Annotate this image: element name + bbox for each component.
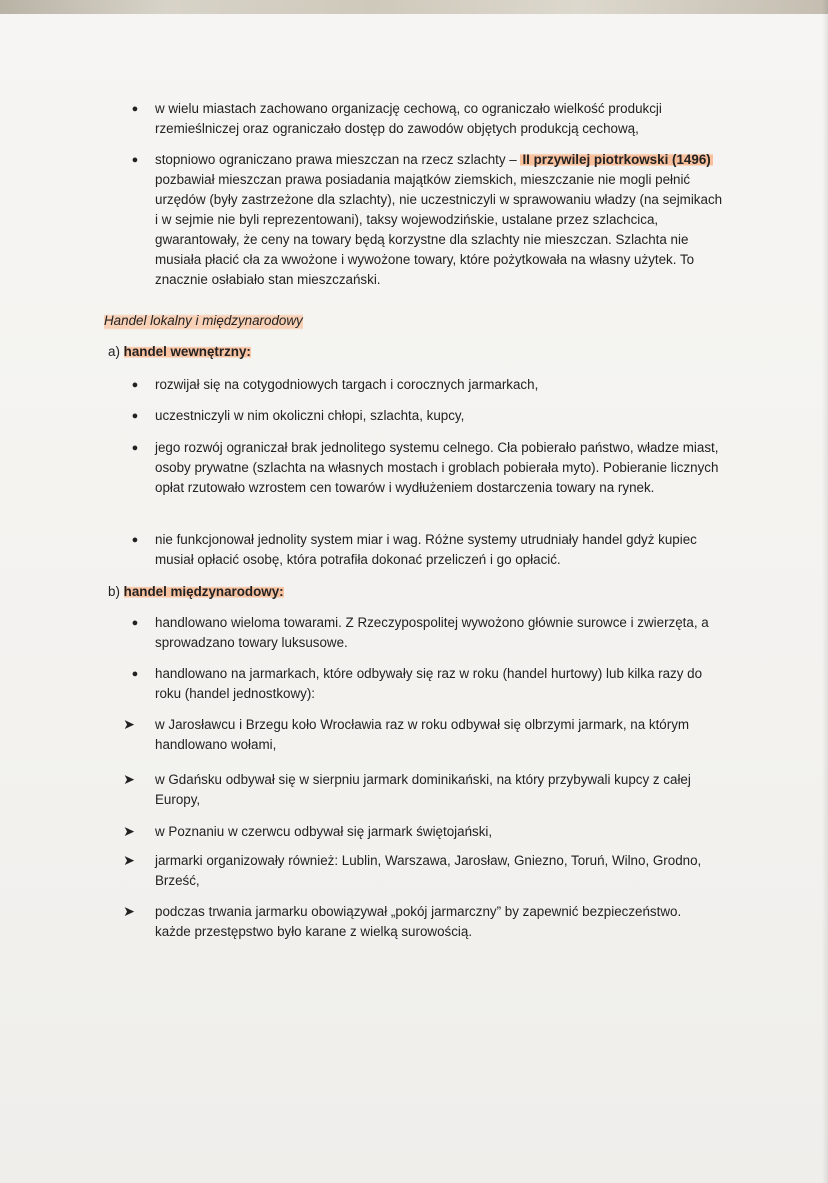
bullet-icon: ● <box>131 668 139 680</box>
item-text: w wielu miastach zachowano organizację cechową, co ograniczało wielkość produkcji rzemieślniczej oraz ograniczało dostęp do zawodów objętych produkcją cechową, <box>155 101 662 136</box>
item-text: nie funkcjonował jednolity system miar i wag. Różne systemy utrudniały handel gdyż kupiec musiał opłacić osobę, która potrafiła dokonać przeliczeń i go opłacić. <box>155 532 697 567</box>
item-text: pozbawiał mieszczan prawa posiadania majątków ziemskich, mieszczanie nie mogli pełnić urzędów (były zastrzeżone dla szlachty), nie uczestniczyli w sprawowaniu władzy (na sejmikach i w sejmie nie byli reprezentowani), taksy wojewodzińskie, ustalane przez szlachcica, gwarantowały, że ceny na towary będą korzystne dla szlachty nie mieszczan. Szlachta nie musiała płacić cła za wwożone i wywożone towary, które pożytkowała na własny użytek. To znacznie osłabiało stan mieszczański. <box>155 172 723 287</box>
bullet-icon: ● <box>131 617 139 629</box>
item-text: jarmarki organizowały również: Lublin, Warszawa, Jarosław, Gniezno, Toruń, Wilno, Grodno, Brześć, <box>155 853 702 888</box>
list-item <box>131 150 727 290</box>
item-text: w Gdańsku odbywał się w sierpniu jarmark dominikański, na który przybywali kupcy z całej Europy, <box>155 772 691 807</box>
subsection-prefix: a) <box>108 344 124 359</box>
item-text: stopniowo ograniczano prawa mieszczan na rzecz szlachty – <box>155 152 521 167</box>
arrow-bullet-icon: ➤ <box>123 852 135 868</box>
list-item <box>123 770 715 810</box>
arrow-bullet-icon: ➤ <box>123 823 135 839</box>
item-text: w Poznaniu w czerwcu odbywał się jarmark świętojański, <box>155 824 493 839</box>
item-text: jego rozwój ograniczał brak jednolitego systemu celnego. Cła pobierało państwo, władze miast, osoby prywatne (szlachta na własnych mostach i groblach pobierała myto). Pobieranie licznych opłat rzutowało wzrostem cen towarów i wydłużeniem dostarczenia towary na rynek. <box>155 440 719 495</box>
bullet-icon: ● <box>131 103 139 115</box>
bullet-icon: ● <box>131 534 139 546</box>
background-strip <box>0 0 828 14</box>
subsection-heading-b <box>108 582 284 602</box>
subsection-prefix: b) <box>108 584 124 599</box>
item-text: uczestniczyli w nim okoliczni chłopi, szlachta, kupcy, <box>155 408 465 423</box>
list-item <box>131 664 723 704</box>
bullet-icon: ● <box>131 154 139 166</box>
item-text: handlowano wieloma towarami. Z Rzeczypospolitej wywożono głównie surowce i zwierzęta, a sprowadzano towary luksusowe. <box>155 615 709 650</box>
section-title: Handel lokalny i międzynarodowy <box>104 311 303 331</box>
list-item <box>131 613 723 653</box>
subsection-heading-a <box>108 342 251 362</box>
arrow-bullet-icon: ➤ <box>123 771 135 787</box>
list-item <box>123 902 715 942</box>
list-item <box>131 438 723 498</box>
bullet-icon: ● <box>131 410 139 422</box>
list-item <box>123 715 715 755</box>
list-item <box>131 375 735 395</box>
arrow-bullet-icon: ➤ <box>123 903 135 919</box>
list-item <box>131 406 735 426</box>
item-text: w Jarosławcu i Brzegu koło Wrocławia raz w roku odbywał się olbrzymi jarmark, na którym handlowano wołami, <box>155 717 690 752</box>
list-item <box>131 530 720 570</box>
page-shadow <box>822 0 828 1183</box>
item-text: rozwijał się na cotygodniowych targach i corocznych jarmarkach, <box>155 377 539 392</box>
bullet-icon: ● <box>131 379 139 391</box>
bullet-icon: ● <box>131 442 139 454</box>
subsection-title: handel wewnętrzny: <box>123 344 251 359</box>
arrow-bullet-icon: ➤ <box>123 716 135 732</box>
list-item <box>123 851 723 891</box>
highlighted-term: II przywilej piotrkowski (1496) <box>522 152 711 167</box>
list-item <box>131 99 735 139</box>
item-text: podczas trwania jarmarku obowiązywał „pokój jarmarczny” by zapewnić bezpieczeństwo. każde przestępstwo było karane z wielką surowością. <box>155 904 682 939</box>
list-item <box>123 822 735 842</box>
subsection-title: handel międzynarodowy: <box>123 584 284 599</box>
item-text: handlowano na jarmarkach, które odbywały się raz w roku (handel hurtowy) lub kilka razy do roku (handel jednostkowy): <box>155 666 703 701</box>
